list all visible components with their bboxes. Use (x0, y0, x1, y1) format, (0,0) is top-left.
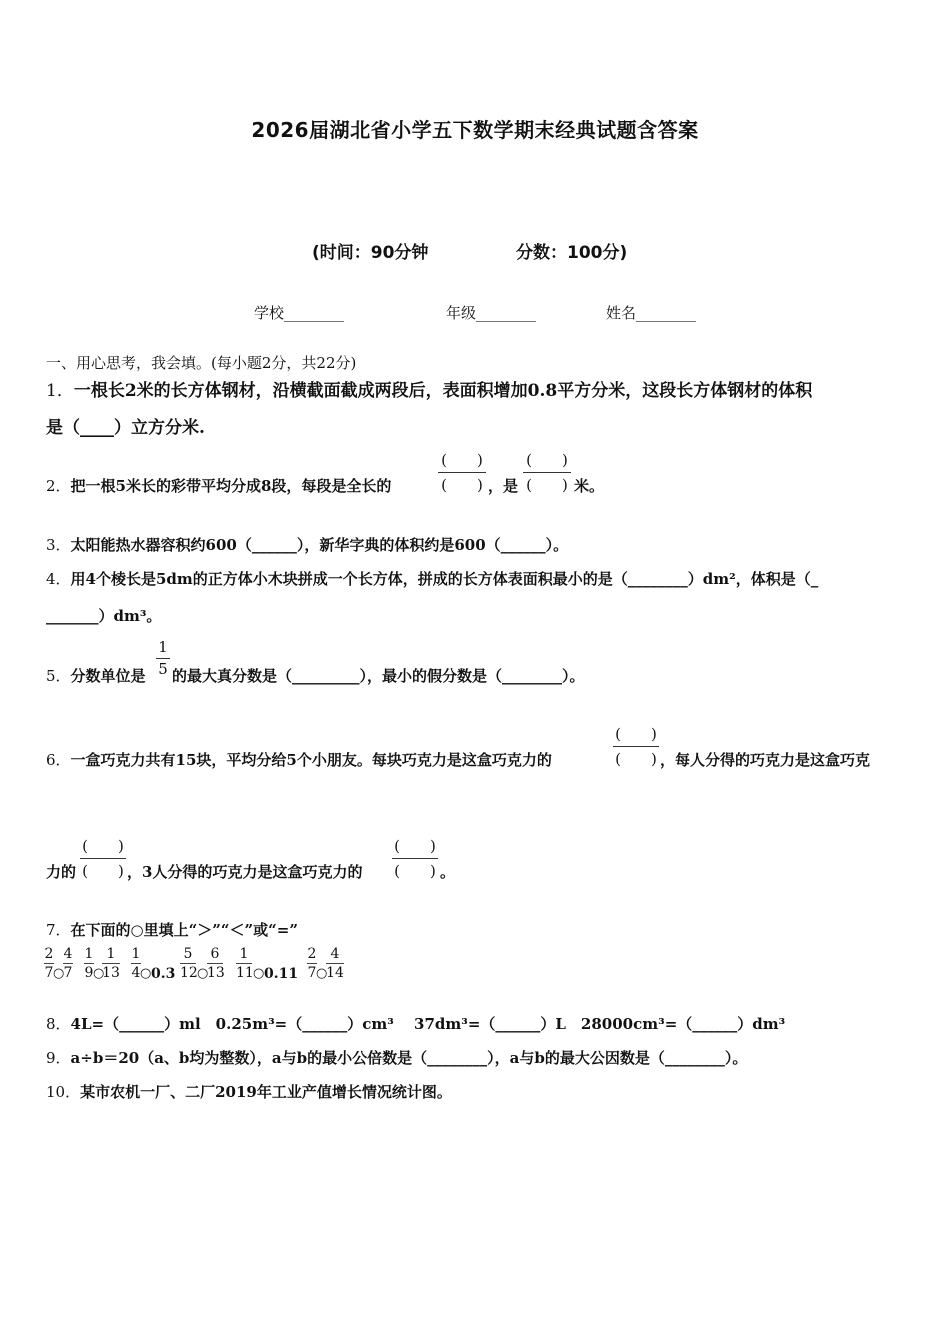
fraction-denominator: ( ) (615, 750, 657, 768)
fraction-bar (207, 963, 223, 964)
question-text: 某市农机一厂、二厂2019年工业产值增长情况统计图。 (80, 1083, 452, 1101)
question-5-part-a (46, 665, 146, 686)
unit-fraction (156, 638, 170, 678)
fraction-denominator: 13 (207, 965, 225, 981)
fraction-denominator: 12 (180, 965, 198, 981)
fraction (102, 946, 120, 981)
fraction-bar (236, 963, 252, 964)
fraction-numerator: 4 (63, 946, 73, 962)
fraction-numerator: 1 (239, 946, 249, 962)
compare-circle[interactable]: ○ (140, 966, 152, 981)
fraction-numerator: ( ) (394, 837, 436, 855)
question-6-line2-c: 。 (440, 863, 456, 881)
question-number: 5． (46, 667, 71, 685)
fraction-numerator: ( ) (526, 451, 568, 469)
question-text: 一根长2米的长方体钢材，沿横截面截成两段后，表面积增加0.8平方分米，这段长方体钢材的体积 (73, 381, 813, 401)
fraction-numerator: 1 (158, 638, 168, 656)
question-number: 9． (46, 1049, 71, 1067)
question-2-part-a (46, 475, 391, 496)
fraction (326, 946, 344, 981)
fraction-denominator: 5 (158, 660, 168, 678)
fraction-numerator: 1 (106, 946, 116, 962)
blank-fraction[interactable] (80, 835, 126, 881)
fraction-bar (63, 963, 73, 964)
fraction-denominator: ( ) (82, 862, 124, 880)
blank-fraction[interactable] (392, 835, 438, 881)
fraction-denominator: 11 (236, 965, 254, 981)
question-6-line1-b: ，每人分得的巧克力是这盒巧克 (660, 751, 871, 769)
fraction-bar (80, 858, 126, 859)
fraction-bar (44, 963, 54, 964)
fraction-bar (180, 963, 196, 964)
school-field: 学校________ (254, 304, 345, 322)
decimal-value: 0.3 (151, 966, 176, 982)
fraction-denominator: ( ) (394, 862, 436, 880)
blank-fraction[interactable] (438, 449, 486, 495)
fraction-bar (326, 963, 344, 964)
name-field: 姓名________ (606, 304, 697, 322)
blank-fraction[interactable] (613, 723, 659, 769)
question-6-line1-a (46, 749, 552, 770)
compare-circle[interactable]: ○ (253, 966, 265, 981)
question-6-line2-a: 力的 (46, 863, 77, 881)
fraction-bar (438, 472, 486, 473)
exam-score: 分数：100分) (516, 243, 628, 263)
fraction-numerator: 4 (330, 946, 340, 962)
question-number: 6． (46, 751, 71, 769)
question-number: 2． (46, 477, 71, 495)
blank-fraction[interactable] (523, 449, 571, 495)
fraction-numerator: ( ) (615, 725, 657, 743)
fraction-bar (84, 963, 94, 964)
fraction-denominator: ( ) (441, 476, 483, 494)
fraction-denominator: 13 (102, 965, 120, 981)
fraction (180, 946, 196, 981)
fraction-numerator: 2 (44, 946, 54, 962)
question-1-line1 (46, 376, 812, 401)
fraction-denominator: 14 (326, 965, 344, 981)
fraction-numerator: ( ) (82, 837, 124, 855)
question-10 (46, 1081, 452, 1102)
exam-time: (时间：90分钟 (312, 243, 429, 263)
section-header: 一、用心思考，我会填。(每小题2分，共22分) (46, 354, 357, 372)
fraction-bar (307, 963, 317, 964)
question-text: 4L=（______）ml 0.25m³=（______）cm³ 37dm³=（______）L 28000cm³=（______）dm³ (70, 1015, 786, 1033)
fraction-denominator: 7 (307, 965, 317, 981)
question-number: 10． (46, 1083, 81, 1101)
fraction-numerator: 6 (210, 946, 220, 962)
question-text: 用4个棱长是5dm的正方体小木块拼成一个长方体，拼成的长方体表面积最小的是（________）dm²，体积是（_ (70, 570, 819, 588)
fraction (63, 946, 73, 981)
question-2-part-c: 米。 (574, 477, 605, 495)
question-3 (46, 534, 568, 555)
fraction-bar (392, 858, 438, 859)
fraction-denominator: 7 (63, 965, 73, 981)
fraction-numerator: 1 (84, 946, 94, 962)
question-text: a÷b＝20（a、b均为整数），a与b的最小公倍数是（________），a与b的最大公因数是（________）。 (70, 1049, 748, 1067)
question-text: 分数单位是 (70, 667, 146, 685)
compare-circle[interactable]: ○ (316, 966, 328, 981)
fraction-numerator: 2 (307, 946, 317, 962)
question-text: 在下面的○里填上“＞”“＜”或“=” (70, 921, 298, 939)
question-number: 7． (46, 921, 71, 939)
question-number: 3． (46, 536, 71, 554)
fraction (207, 946, 223, 981)
fraction-bar (131, 963, 141, 964)
grade-field: 年级________ (446, 304, 537, 322)
compare-circle[interactable]: ○ (197, 966, 209, 981)
question-text: 把一根5米长的彩带平均分成8段，每段是全长的 (70, 477, 392, 495)
fraction-bar (102, 963, 120, 964)
fraction-denominator: ( ) (526, 476, 568, 494)
question-6-line2-b: ，3人分得的巧克力是这盒巧克力的 (127, 863, 363, 881)
question-number: 8． (46, 1015, 71, 1033)
fraction-bar (523, 472, 571, 473)
fraction-denominator: 9 (84, 965, 94, 981)
decimal-value: 0.11 (264, 966, 299, 982)
fraction-numerator: 1 (131, 946, 141, 962)
question-7 (46, 919, 298, 940)
page-title: 2026届湖北省小学五下数学期末经典试题含答案 (251, 118, 699, 142)
question-9 (46, 1047, 747, 1068)
question-4-line2: _______）dm³。 (46, 607, 162, 625)
fraction-bar (156, 658, 170, 659)
question-8 (46, 1013, 785, 1034)
fraction-denominator: 4 (131, 965, 141, 981)
question-4-line1 (46, 568, 818, 589)
fraction-denominator: 7 (44, 965, 54, 981)
compare-circle[interactable]: ○ (53, 966, 65, 981)
question-number: 1． (46, 381, 74, 401)
question-1-line2: 是（____）立方分米. (46, 418, 205, 438)
fraction-bar (613, 746, 659, 747)
question-text: 一盒巧克力共有15块，平均分给5个小朋友。每块巧克力是这盒巧克力的 (70, 751, 552, 769)
fraction-numerator: ( ) (441, 451, 483, 469)
fraction-numerator: 5 (183, 946, 193, 962)
question-2-part-b: ，是 (488, 477, 519, 495)
fraction (236, 946, 252, 981)
question-5-part-b: 的最大真分数是（_________），最小的假分数是（________）。 (172, 667, 585, 685)
compare-circle[interactable]: ○ (93, 966, 105, 981)
question-number: 4． (46, 570, 71, 588)
question-text: 太阳能热水器容积约600（______），新华字典的体积约是600（______）。 (70, 536, 569, 554)
